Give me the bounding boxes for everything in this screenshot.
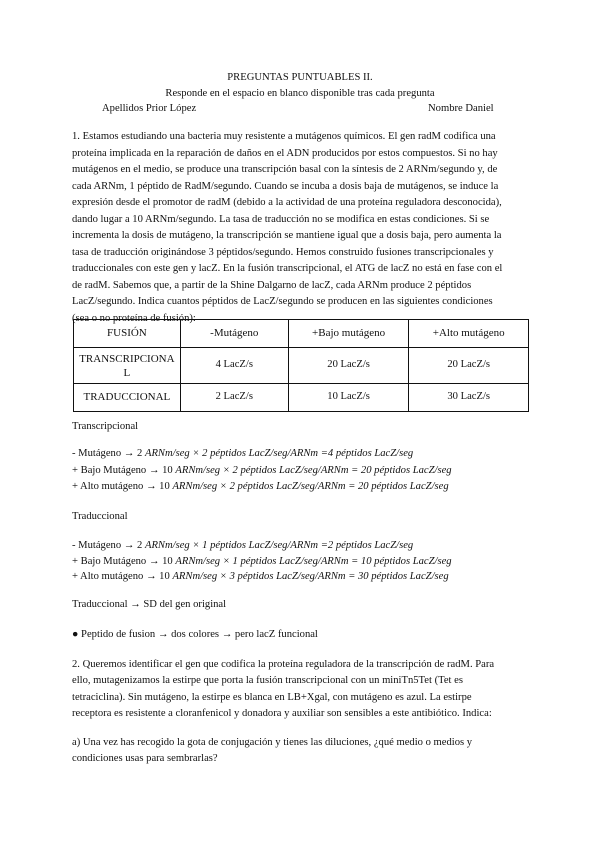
table-header-cell: FUSIÓN xyxy=(74,320,181,348)
table-row xyxy=(74,348,529,384)
calc-line xyxy=(72,463,452,480)
q2-line: tetraciclina). Sin mutágeno, la estirpe es blanca en LB+Xgal, con mutágeno es azul. La estirpe xyxy=(72,692,472,703)
table-header-cell: -Mutágeno xyxy=(180,320,288,348)
row-label-line: TRANSCRIPCIONA xyxy=(79,352,175,365)
transcripcional-heading: Transcripcional xyxy=(72,421,139,432)
calc-expression: ARNm/seg × 3 péptidos LacZ/seg/ARNm = 30 péptidos LacZ/seg xyxy=(172,571,449,582)
q1-line: cada ARNm, 1 péptido de RadM/segundo. Cuando se incuba a dosis baja de mutágenos, se induce la xyxy=(72,181,499,192)
calc-expression: ARNm/seg × 2 péptidos LacZ/seg/ARNm =4 péptidos LacZ/seg xyxy=(144,448,414,459)
calc-condition: + Bajo Mutágeno → 10 xyxy=(72,465,176,476)
q1-line: expresión desde el promotor de radM (debido a la actividad de una proteína reguladora desconocida), xyxy=(72,197,502,208)
table-header-cell: +Alto mutágeno xyxy=(409,320,529,348)
q1-line: 1. Estamos estudiando una bacteria muy resistente a mutágenos químicos. El gen radM codifica una xyxy=(72,131,496,142)
surname-label: Apellidos Prior López xyxy=(102,103,197,114)
table-cell: 20 LacZ/s xyxy=(409,348,529,384)
table-cell: 4 LacZ/s xyxy=(180,348,288,384)
table-cell: 2 LacZ/s xyxy=(180,384,288,412)
row-label-line: L xyxy=(123,366,131,379)
calc-condition: + Alto mutágeno → 10 xyxy=(72,481,173,492)
q2-line: receptora es resistente a cloranfenicol y donadora y auxiliar son sensibles a este antibiótico. Indica: xyxy=(72,708,492,719)
calc-line xyxy=(72,569,449,586)
q2a-line: condiciones usas para sembrarlas? xyxy=(72,753,218,764)
q1-line: dando lugar a 10 ARNm/segundo. La tasa de traducción no se modifica en estas condiciones. Si se xyxy=(72,214,490,225)
q2-line: 2. Queremos identificar el gen que codifica la proteína reguladora de la transcripción de radM. Para xyxy=(72,659,495,670)
fusion-results-table xyxy=(73,319,529,412)
table-header-row xyxy=(74,320,529,348)
calc-condition: + Bajo Mutágeno → 10 xyxy=(72,556,176,567)
page-subtitle: Responde en el espacio en blanco disponible tras cada pregunta xyxy=(165,88,435,99)
q1-line: LacZ/segundo. Indica cuantos péptidos de LacZ/segundo se producen en las siguientes condiciones xyxy=(72,296,493,307)
calc-expression: ARNm/seg × 1 péptidos LacZ/seg/ARNm = 10 péptidos LacZ/seg xyxy=(175,556,452,567)
q2-line: ello, mutagenizamos la estirpe que porta la fusión transcripcional con un miniTn5Tet (Tet es xyxy=(72,675,463,686)
calc-condition: + Alto mutágeno → 10 xyxy=(72,571,173,582)
calc-expression: ARNm/seg × 2 péptidos LacZ/seg/ARNm = 20 péptidos LacZ/seg xyxy=(175,465,452,476)
sd-note: Traduccional → SD del gen original xyxy=(72,599,227,610)
table-cell: 30 LacZ/s xyxy=(409,384,529,412)
q2a-line: a) Una vez has recogido la gota de conjugación y tienes las diluciones, ¿qué medio o medios y xyxy=(72,737,473,748)
table-row-label: TRADUCCIONAL xyxy=(74,384,181,412)
calc-line xyxy=(72,446,413,463)
traduccional-heading: Traduccional xyxy=(72,511,128,522)
q1-line: mutágenos en el medio, se produce una transcripción basal con la síntesis de 2 ARNm/segundo y, de xyxy=(72,164,498,175)
q1-line: proteína implicada en la reparación de daños en el ADN producidos por estos compuestos. Si no hay xyxy=(72,148,498,159)
calc-condition: - Mutágeno → 2 xyxy=(72,448,145,459)
name-label: Nombre Daniel xyxy=(428,103,494,114)
calc-expression: ARNm/seg × 2 péptidos LacZ/seg/ARNm = 20 péptidos LacZ/seg xyxy=(172,481,449,492)
calc-expression: ARNm/seg × 1 péptidos LacZ/seg/ARNm =2 péptidos LacZ/seg xyxy=(144,540,414,551)
page-title: PREGUNTAS PUNTUABLES II. xyxy=(227,72,373,83)
table-cell: 10 LacZ/s xyxy=(288,384,409,412)
q1-line: de radM. Sabemos que, a partir de la Shine Dalgarno de lacZ, cada ARNm produce 2 péptidos xyxy=(72,280,472,291)
table-row-label xyxy=(74,348,181,384)
table-header-cell: +Bajo mutágeno xyxy=(288,320,409,348)
q1-line: traduccionales con este gen y lacZ. En la fusión transcripcional, el ATG de lacZ no está en fase con el xyxy=(72,263,503,274)
q1-line: incrementa la dosis de mutágeno, la transcripción se mantiene igual que a dosis baja, pero aumenta la xyxy=(72,230,502,241)
table-row xyxy=(74,384,529,412)
calc-condition: - Mutágeno → 2 xyxy=(72,540,145,551)
table-cell: 20 LacZ/s xyxy=(288,348,409,384)
calc-line xyxy=(72,538,413,555)
calc-line xyxy=(72,479,449,496)
q1-line: tasa de traducción originándose 3 péptidos/segundo. Hemos construido fusiones transcripcionales y xyxy=(72,247,494,258)
q1-line: (sea o no proteína de fusión): xyxy=(72,313,196,324)
bullet-note: ● Peptido de fusion → dos colores → pero lacZ funcional xyxy=(72,629,318,640)
